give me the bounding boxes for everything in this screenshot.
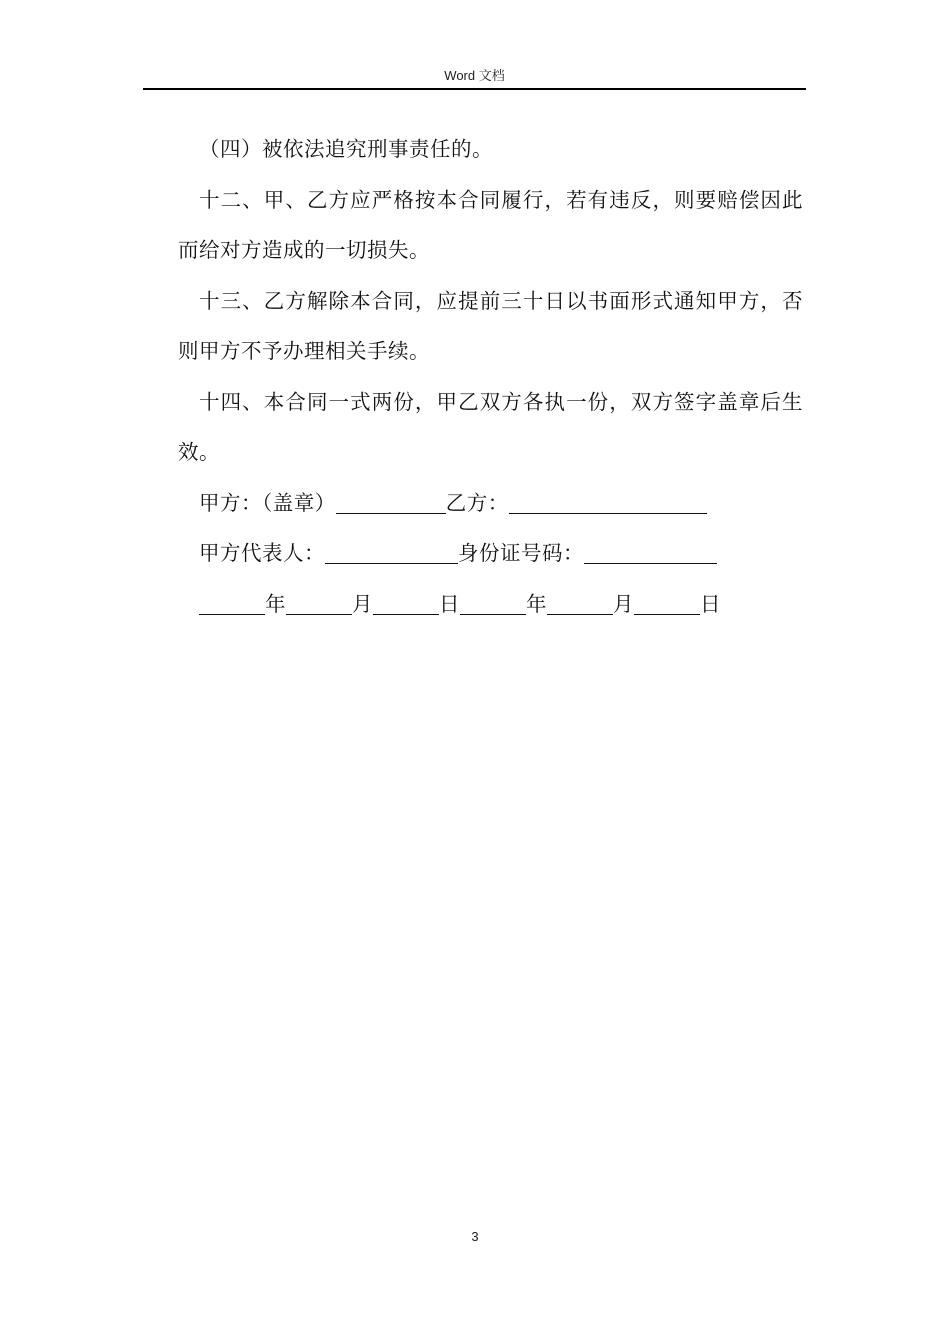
signature-representative-line bbox=[178, 528, 803, 579]
date-a-year-label: 年 bbox=[265, 591, 286, 616]
page-header bbox=[143, 66, 806, 90]
document-body bbox=[178, 124, 803, 629]
paragraph-clause-13: 十三、乙方解除本合同，应提前三十日以书面形式通知甲方，否则甲方不予办理相关手续。 bbox=[178, 288, 803, 363]
date-a-day-label: 日 bbox=[439, 591, 460, 616]
paragraph-clause-14: 十四、本合同一式两份，甲乙双方各执一份，双方签字盖章后生效。 bbox=[178, 389, 803, 464]
party-a-blank bbox=[336, 491, 446, 514]
date-a-month-label: 月 bbox=[352, 591, 373, 616]
date-a-month-blank bbox=[286, 592, 352, 615]
party-b-label: 乙方： bbox=[445, 490, 509, 515]
paragraph-item-4: （四）被依法追究刑事责任的。 bbox=[199, 137, 493, 161]
date-b-year-blank bbox=[460, 592, 526, 615]
id-number-blank bbox=[584, 541, 717, 564]
date-b-month-label: 月 bbox=[613, 591, 634, 616]
representative-blank bbox=[325, 541, 458, 564]
date-a-year-blank bbox=[199, 592, 265, 615]
page-number: 3 bbox=[471, 1229, 479, 1244]
paragraph-clause-12: 十二、甲、乙方应严格按本合同履行，若有违反，则要赔偿因此而给对方造成的一切损失。 bbox=[178, 187, 803, 262]
party-b-blank bbox=[509, 491, 707, 514]
date-b-day-blank bbox=[634, 592, 700, 615]
signature-parties-line bbox=[178, 478, 803, 529]
signature-date-line bbox=[178, 579, 803, 630]
representative-label: 甲方代表人： bbox=[199, 541, 325, 565]
date-b-day-label: 日 bbox=[700, 591, 721, 616]
date-b-month-blank bbox=[547, 592, 613, 615]
id-number-label: 身份证号码： bbox=[458, 541, 584, 565]
date-b-year-label: 年 bbox=[526, 591, 547, 616]
date-a-day-blank bbox=[373, 592, 439, 615]
page-footer bbox=[0, 1229, 950, 1244]
party-a-label: 甲方：（盖章） bbox=[199, 490, 336, 515]
header-title: Word 文档 bbox=[444, 68, 505, 83]
